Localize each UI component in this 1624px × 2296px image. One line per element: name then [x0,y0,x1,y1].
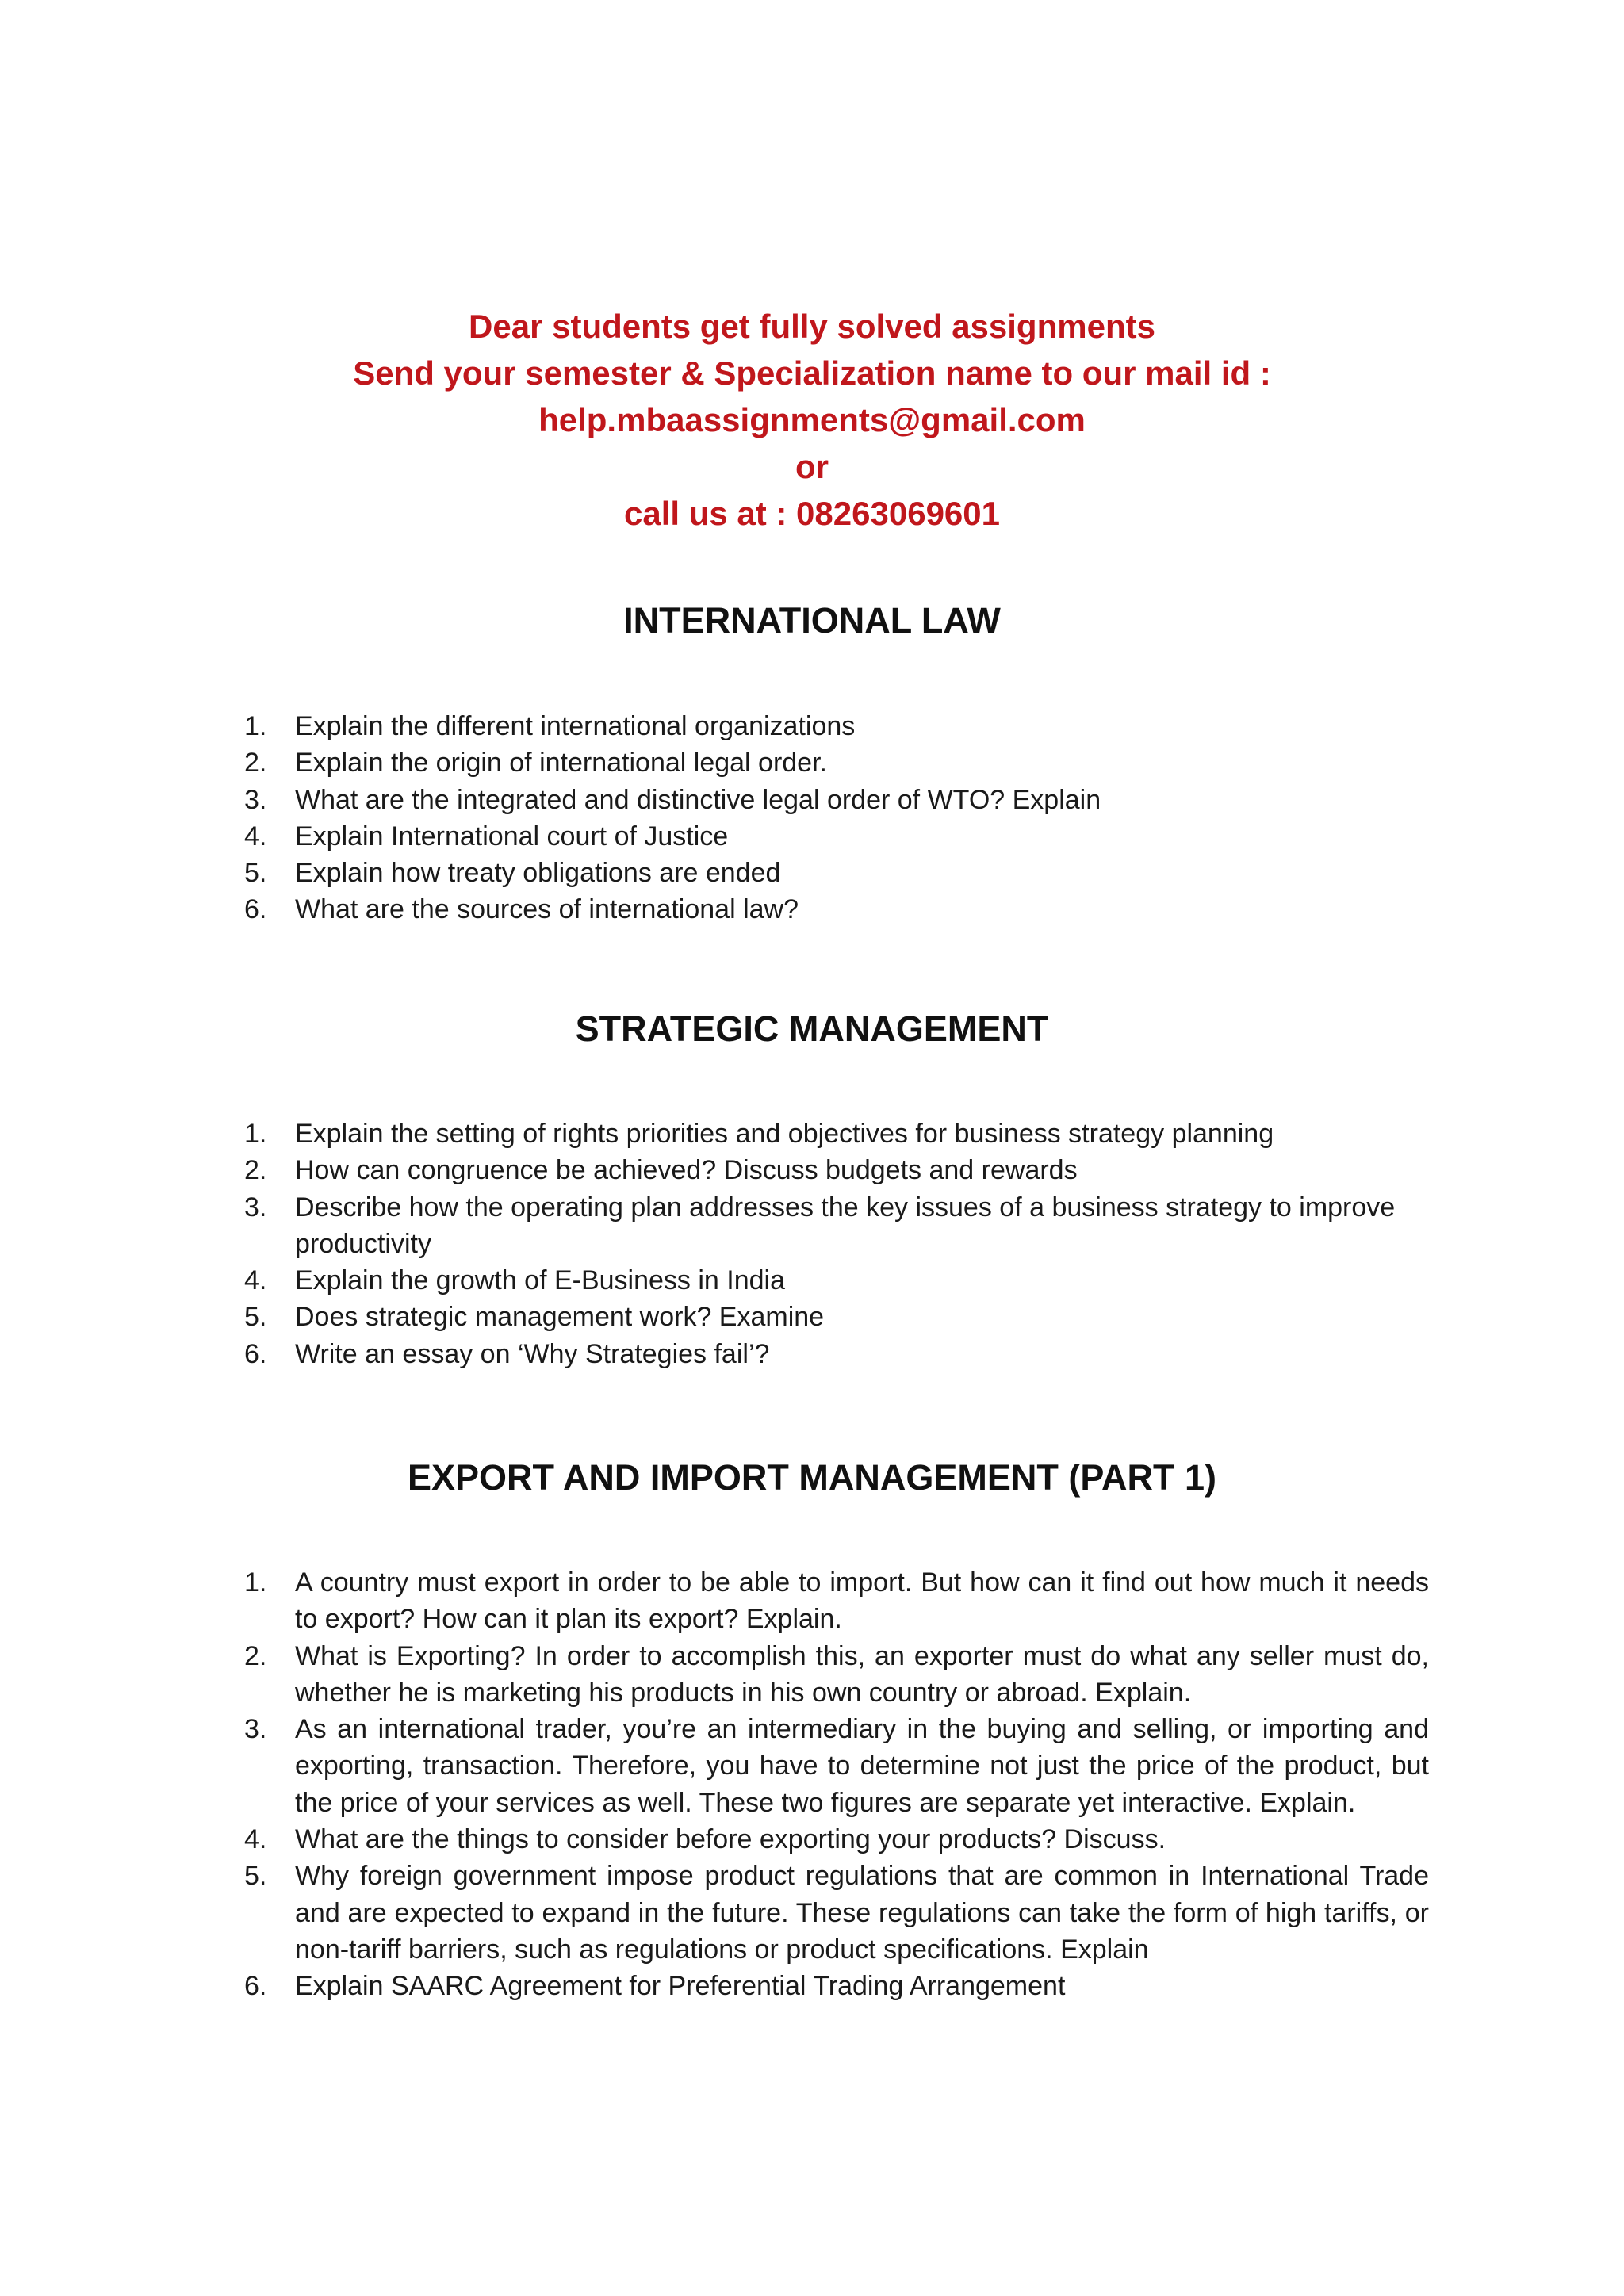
question-item [0,744,1429,781]
question-number: 2. [244,1155,267,1186]
question-number: 5. [244,1302,267,1333]
question-number: 5. [244,1861,267,1892]
question-text: Does strategic management work? Examine [295,1302,825,1333]
question-item [0,1336,1429,1372]
question-number: 3. [244,1714,267,1745]
question-text: Explain how treaty obligations are ended [295,858,781,889]
question-item [0,855,1429,891]
question-item [0,1152,1429,1188]
question-list-international-law [0,708,1429,928]
promo-banner [0,303,1624,537]
question-number: 1. [244,1567,267,1598]
question-item [0,818,1429,855]
question-number: 2. [244,1640,267,1671]
question-item [0,1299,1429,1335]
question-text: Explain the different international organizations [295,711,856,741]
question-item [0,1189,1429,1263]
question-text: Explain International court of Justice [295,821,729,851]
question-item [0,1564,1429,1638]
section-title-strategic-management: STRATEGIC MANAGEMENT [575,1008,1049,1049]
question-item [0,1968,1429,2004]
question-text: How can congruence be achieved? Discuss budgets and rewards [295,1155,1078,1186]
question-text: What are the integrated and distinctive legal order of WTO? Explain [295,784,1101,815]
question-list-strategic-management [0,1115,1429,1372]
question-text: What are the things to consider before exporting your products? Discuss. [295,1824,1166,1855]
question-number: 6. [244,894,267,925]
section-title-international-law: INTERNATIONAL LAW [623,600,1001,641]
question-number: 3. [244,1192,267,1223]
question-item [0,1638,1429,1712]
question-item [0,1711,1429,1821]
question-text: What are the sources of international law? [295,894,799,925]
promo-line: Dear students get fully solved assignments [469,308,1155,345]
question-number: 2. [244,748,267,779]
question-item [0,891,1429,928]
question-number: 4. [244,1824,267,1855]
question-list-export-import-management [0,1564,1429,2005]
question-item [0,1821,1429,1858]
question-text: Explain SAARC Agreement for Preferential Trading Arrangement [295,1971,1066,2002]
question-text: As an international trader, you’re an intermediary in the buying and selling, or importing and exporting, transaction. Therefore, you have to determine not just the price of the product, but the price of your services as well. These two figures are separate yet interactive. Explain. [295,1714,1429,1818]
question-item [0,1858,1429,1968]
question-number: 6. [244,1971,267,2002]
question-number: 3. [244,784,267,815]
question-text: Explain the origin of international legal order. [295,748,827,779]
question-item [0,1115,1429,1152]
question-text: What is Exporting? In order to accomplish this, an exporter must do what any seller must do, whether he is marketing his products in his own country or abroad. Explain. [295,1640,1429,1708]
question-text: Why foreign government impose product regulations that are common in International Trade and are expected to expand in the future. These regulations can take the form of high tariffs, or non-tariff barriers, such as regulations or product specifications. Explain [295,1861,1429,1965]
promo-line: Send your semester & Specialization name to our mail id : [353,354,1271,392]
question-number: 6. [244,1338,267,1369]
question-number: 4. [244,821,267,851]
promo-phone: call us at : 08263069601 [623,495,1001,532]
question-item [0,1262,1429,1299]
question-text: Describe how the operating plan addresses the key issues of a business strategy to improve productivity [295,1192,1396,1259]
question-item [0,708,1429,744]
promo-email: help.mbaassignments@gmail.com [538,401,1086,438]
question-text: Write an essay on ‘Why Strategies fail’? [295,1338,770,1369]
question-text: Explain the growth of E-Business in India [295,1265,786,1296]
question-number: 5. [244,858,267,889]
promo-line: or [795,448,829,485]
question-item [0,782,1429,818]
question-text: A country must export in order to be able to import. But how can it find out how much it needs to export? How can it plan its export? Explain. [295,1567,1429,1635]
section-title-export-import-management: EXPORT AND IMPORT MANAGEMENT (PART 1) [408,1457,1216,1498]
question-number: 4. [244,1265,267,1296]
question-number: 1. [244,1119,267,1149]
question-number: 1. [244,711,267,741]
question-text: Explain the setting of rights priorities and objectives for business strategy planning [295,1119,1274,1149]
